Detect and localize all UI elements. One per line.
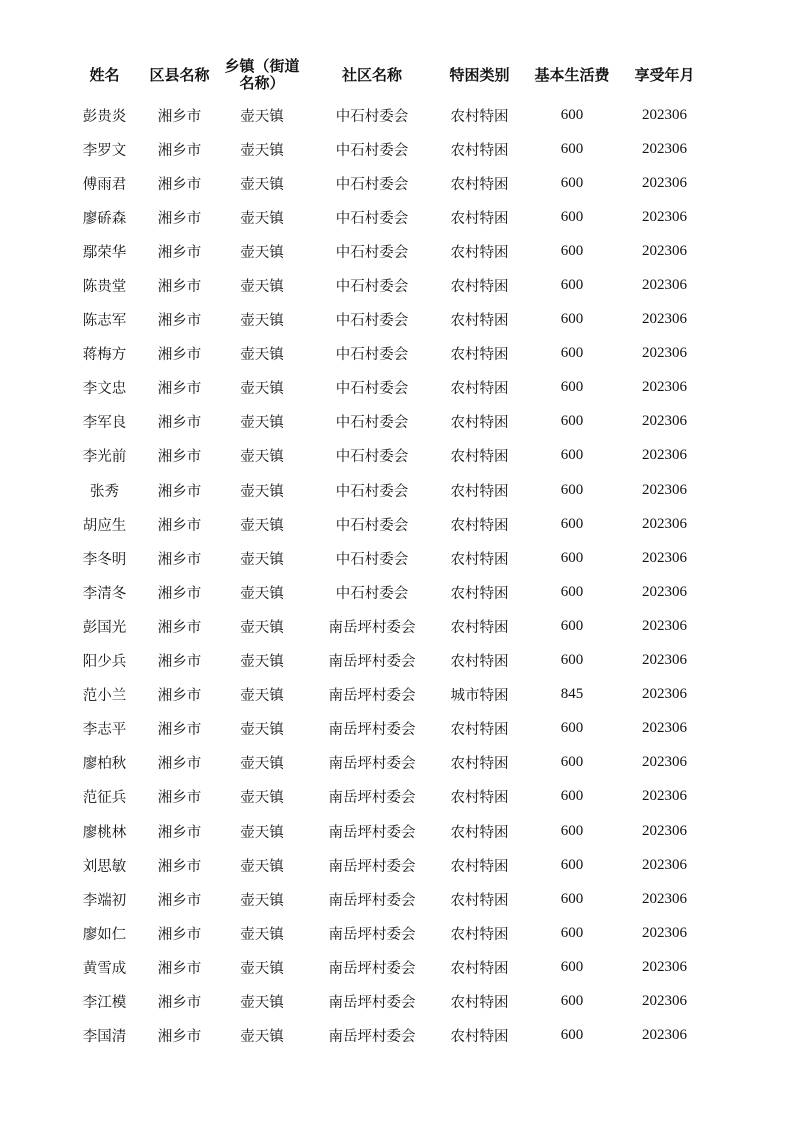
cell-allowance: 600	[560, 106, 584, 123]
cell-county: 湘乡市	[157, 585, 202, 602]
table-row	[67, 1019, 707, 1053]
cell-county: 湘乡市	[157, 551, 202, 568]
table-row	[67, 814, 707, 848]
cell-allowance: 845	[560, 686, 584, 703]
cell-allowance: 600	[560, 788, 584, 805]
cell-community: 南岳坪村委会	[328, 756, 416, 773]
cell-type: 农村特困	[450, 790, 509, 807]
cell-month: 202306	[642, 754, 687, 771]
cell-month: 202306	[642, 992, 687, 1009]
cell-name: 范小兰	[82, 688, 127, 705]
cell-type: 农村特困	[450, 654, 509, 671]
cell-allowance: 600	[560, 379, 584, 396]
cell-community: 中石村委会	[335, 279, 409, 296]
cell-allowance: 600	[560, 890, 584, 907]
cell-type: 农村特困	[450, 210, 509, 227]
cell-community: 中石村委会	[335, 210, 409, 227]
cell-month: 202306	[642, 788, 687, 805]
cell-county: 湘乡市	[157, 960, 202, 977]
cell-community: 中石村委会	[335, 551, 409, 568]
cell-name: 鄢荣华	[82, 244, 127, 261]
cell-name: 李冬明	[82, 551, 127, 568]
table-row	[67, 234, 707, 268]
cell-allowance: 600	[560, 208, 584, 225]
cell-community: 中石村委会	[335, 381, 409, 398]
cell-month: 202306	[642, 890, 687, 907]
cell-town: 壶天镇	[240, 756, 284, 773]
header-town-line2: 名称）	[239, 74, 285, 92]
cell-county: 湘乡市	[157, 483, 202, 500]
cell-allowance: 600	[560, 311, 584, 328]
cell-county: 湘乡市	[157, 517, 202, 534]
header-county: 区县名称	[149, 66, 210, 84]
table-row	[67, 166, 707, 200]
cell-town: 壶天镇	[240, 415, 284, 432]
cell-type: 农村特困	[450, 381, 509, 398]
cell-community: 中石村委会	[335, 517, 409, 534]
cell-name: 李国清	[82, 1029, 127, 1046]
cell-community: 中石村委会	[335, 313, 409, 330]
cell-town: 壶天镇	[240, 960, 284, 977]
table-row	[67, 268, 707, 302]
table-row	[67, 575, 707, 609]
cell-county: 湘乡市	[157, 654, 202, 671]
cell-community: 南岳坪村委会	[328, 688, 416, 705]
table-row	[67, 644, 707, 678]
table-row	[67, 405, 707, 439]
cell-type: 农村特困	[450, 960, 509, 977]
table-row	[67, 507, 707, 541]
roster-body	[67, 98, 707, 1053]
cell-month: 202306	[642, 140, 687, 157]
cell-type: 农村特困	[450, 824, 509, 841]
table-row	[67, 98, 707, 132]
cell-name: 李清冬	[82, 585, 127, 602]
cell-month: 202306	[642, 174, 687, 191]
cell-name: 陈贵堂	[82, 279, 127, 296]
cell-county: 湘乡市	[157, 313, 202, 330]
cell-type: 农村特困	[450, 176, 509, 193]
cell-town: 壶天镇	[240, 790, 284, 807]
header-row	[67, 52, 707, 98]
table-row	[67, 678, 707, 712]
table-row	[67, 371, 707, 405]
cell-type: 农村特困	[450, 347, 509, 364]
header-month: 享受年月	[634, 66, 695, 84]
cell-month: 202306	[642, 208, 687, 225]
cell-month: 202306	[642, 856, 687, 873]
cell-community: 中石村委会	[335, 585, 409, 602]
cell-allowance: 600	[560, 992, 584, 1009]
table-row	[67, 882, 707, 916]
cell-town: 壶天镇	[240, 381, 284, 398]
cell-allowance: 600	[560, 958, 584, 975]
cell-county: 湘乡市	[157, 415, 202, 432]
cell-month: 202306	[642, 822, 687, 839]
cell-county: 湘乡市	[157, 449, 202, 466]
cell-community: 中石村委会	[335, 244, 409, 261]
cell-community: 南岳坪村委会	[328, 994, 416, 1011]
table-row	[67, 541, 707, 575]
cell-county: 湘乡市	[157, 790, 202, 807]
cell-month: 202306	[642, 720, 687, 737]
cell-town: 壶天镇	[240, 244, 284, 261]
cell-name: 蒋梅方	[82, 347, 127, 364]
cell-town: 壶天镇	[240, 108, 284, 125]
cell-county: 湘乡市	[157, 210, 202, 227]
cell-month: 202306	[642, 481, 687, 498]
cell-town: 壶天镇	[240, 892, 284, 909]
cell-type: 农村特困	[450, 142, 509, 159]
cell-name: 阳少兵	[82, 654, 127, 671]
cell-name: 廖桃林	[82, 824, 127, 841]
header-town-line1: 乡镇（街道	[224, 57, 300, 75]
cell-town: 壶天镇	[240, 210, 284, 227]
cell-allowance: 600	[560, 617, 584, 634]
cell-community: 中石村委会	[335, 176, 409, 193]
table-row	[67, 712, 707, 746]
cell-name: 李光前	[82, 449, 127, 466]
cell-town: 壶天镇	[240, 313, 284, 330]
cell-community: 中石村委会	[335, 483, 409, 500]
cell-county: 湘乡市	[157, 722, 202, 739]
cell-town: 壶天镇	[240, 858, 284, 875]
cell-county: 湘乡市	[157, 176, 202, 193]
cell-month: 202306	[642, 447, 687, 464]
cell-county: 湘乡市	[157, 279, 202, 296]
cell-month: 202306	[642, 652, 687, 669]
table-row	[67, 746, 707, 780]
cell-month: 202306	[642, 617, 687, 634]
cell-allowance: 600	[560, 345, 584, 362]
cell-allowance: 600	[560, 822, 584, 839]
cell-month: 202306	[642, 106, 687, 123]
cell-town: 壶天镇	[240, 824, 284, 841]
cell-county: 湘乡市	[157, 858, 202, 875]
cell-name: 廖如仁	[82, 926, 127, 943]
cell-month: 202306	[642, 311, 687, 328]
cell-community: 南岳坪村委会	[328, 790, 416, 807]
cell-type: 农村特困	[450, 415, 509, 432]
cell-county: 湘乡市	[157, 994, 202, 1011]
cell-allowance: 600	[560, 140, 584, 157]
cell-allowance: 600	[560, 549, 584, 566]
header-community: 社区名称	[341, 66, 402, 84]
cell-allowance: 600	[560, 652, 584, 669]
table-row	[67, 200, 707, 234]
cell-name: 陈志军	[82, 313, 127, 330]
cell-type: 农村特困	[450, 313, 509, 330]
cell-county: 湘乡市	[157, 756, 202, 773]
cell-month: 202306	[642, 958, 687, 975]
cell-community: 南岳坪村委会	[328, 1029, 416, 1046]
cell-community: 南岳坪村委会	[328, 722, 416, 739]
cell-county: 湘乡市	[157, 619, 202, 636]
cell-name: 范征兵	[82, 790, 127, 807]
cell-month: 202306	[642, 686, 687, 703]
cell-community: 南岳坪村委会	[328, 960, 416, 977]
cell-name: 李志平	[82, 722, 127, 739]
cell-allowance: 600	[560, 856, 584, 873]
cell-type: 农村特困	[450, 551, 509, 568]
cell-month: 202306	[642, 413, 687, 430]
cell-name: 李文忠	[82, 381, 127, 398]
cell-town: 壶天镇	[240, 688, 284, 705]
cell-allowance: 600	[560, 924, 584, 941]
cell-allowance: 600	[560, 515, 584, 532]
cell-name: 李罗文	[82, 142, 127, 159]
cell-community: 中石村委会	[335, 108, 409, 125]
cell-county: 湘乡市	[157, 142, 202, 159]
cell-allowance: 600	[560, 1027, 584, 1044]
cell-type: 农村特困	[450, 994, 509, 1011]
table-row	[67, 984, 707, 1018]
cell-type: 城市特困	[450, 688, 509, 705]
cell-county: 湘乡市	[157, 244, 202, 261]
cell-name: 刘思敏	[82, 858, 127, 875]
cell-name: 李军良	[82, 415, 127, 432]
cell-town: 壶天镇	[240, 551, 284, 568]
cell-allowance: 600	[560, 174, 584, 191]
table-row	[67, 780, 707, 814]
cell-town: 壶天镇	[240, 654, 284, 671]
cell-type: 农村特困	[450, 1029, 509, 1046]
cell-county: 湘乡市	[157, 892, 202, 909]
cell-month: 202306	[642, 345, 687, 362]
cell-town: 壶天镇	[240, 722, 284, 739]
table-row	[67, 439, 707, 473]
table-row	[67, 473, 707, 507]
cell-name: 廖硚森	[82, 210, 127, 227]
roster-table	[67, 52, 707, 1053]
cell-community: 南岳坪村委会	[328, 824, 416, 841]
cell-month: 202306	[642, 924, 687, 941]
table-row	[67, 132, 707, 166]
cell-allowance: 600	[560, 720, 584, 737]
header-name: 姓名	[89, 66, 120, 84]
header-town	[217, 52, 307, 98]
cell-month: 202306	[642, 277, 687, 294]
cell-town: 壶天镇	[240, 619, 284, 636]
cell-town: 壶天镇	[240, 142, 284, 159]
cell-type: 农村特困	[450, 279, 509, 296]
cell-allowance: 600	[560, 277, 584, 294]
cell-allowance: 600	[560, 583, 584, 600]
cell-allowance: 600	[560, 481, 584, 498]
cell-type: 农村特困	[450, 108, 509, 125]
table-row	[67, 303, 707, 337]
cell-county: 湘乡市	[157, 381, 202, 398]
cell-type: 农村特困	[450, 585, 509, 602]
cell-community: 南岳坪村委会	[328, 654, 416, 671]
cell-community: 南岳坪村委会	[328, 926, 416, 943]
cell-county: 湘乡市	[157, 108, 202, 125]
cell-name: 彭贵炎	[82, 108, 127, 125]
cell-town: 壶天镇	[240, 994, 284, 1011]
cell-type: 农村特困	[450, 722, 509, 739]
cell-name: 李端初	[82, 892, 127, 909]
cell-type: 农村特困	[450, 619, 509, 636]
cell-name: 彭国光	[82, 619, 127, 636]
cell-month: 202306	[642, 549, 687, 566]
cell-name: 胡应生	[82, 517, 127, 534]
cell-type: 农村特困	[450, 517, 509, 534]
cell-town: 壶天镇	[240, 279, 284, 296]
cell-type: 农村特困	[450, 892, 509, 909]
cell-town: 壶天镇	[240, 1029, 284, 1046]
cell-community: 南岳坪村委会	[328, 892, 416, 909]
table-row	[67, 950, 707, 984]
table-row	[67, 337, 707, 371]
cell-community: 中石村委会	[335, 449, 409, 466]
table-row	[67, 848, 707, 882]
cell-type: 农村特困	[450, 244, 509, 261]
cell-town: 壶天镇	[240, 449, 284, 466]
cell-name: 张秀	[90, 483, 119, 500]
header-type: 特困类别	[449, 66, 510, 84]
cell-month: 202306	[642, 515, 687, 532]
cell-county: 湘乡市	[157, 688, 202, 705]
cell-community: 中石村委会	[335, 347, 409, 364]
cell-allowance: 600	[560, 242, 584, 259]
cell-community: 中石村委会	[335, 415, 409, 432]
cell-town: 壶天镇	[240, 483, 284, 500]
cell-type: 农村特困	[450, 483, 509, 500]
table-row	[67, 609, 707, 643]
cell-county: 湘乡市	[157, 1029, 202, 1046]
header-allowance: 基本生活费	[534, 66, 610, 84]
cell-month: 202306	[642, 379, 687, 396]
cell-allowance: 600	[560, 754, 584, 771]
table-row	[67, 916, 707, 950]
cell-name: 黄雪成	[82, 960, 127, 977]
cell-type: 农村特困	[450, 449, 509, 466]
cell-community: 南岳坪村委会	[328, 858, 416, 875]
cell-type: 农村特困	[450, 926, 509, 943]
cell-name: 傅雨君	[82, 176, 127, 193]
cell-type: 农村特困	[450, 756, 509, 773]
cell-month: 202306	[642, 1027, 687, 1044]
cell-county: 湘乡市	[157, 347, 202, 364]
cell-name: 李江模	[82, 994, 127, 1011]
cell-town: 壶天镇	[240, 347, 284, 364]
cell-town: 壶天镇	[240, 585, 284, 602]
cell-town: 壶天镇	[240, 176, 284, 193]
cell-town: 壶天镇	[240, 517, 284, 534]
cell-name: 廖柏秋	[82, 756, 127, 773]
cell-month: 202306	[642, 583, 687, 600]
cell-community: 南岳坪村委会	[328, 619, 416, 636]
cell-county: 湘乡市	[157, 926, 202, 943]
cell-county: 湘乡市	[157, 824, 202, 841]
cell-community: 中石村委会	[335, 142, 409, 159]
cell-town: 壶天镇	[240, 926, 284, 943]
cell-type: 农村特困	[450, 858, 509, 875]
cell-allowance: 600	[560, 413, 584, 430]
cell-allowance: 600	[560, 447, 584, 464]
cell-month: 202306	[642, 242, 687, 259]
